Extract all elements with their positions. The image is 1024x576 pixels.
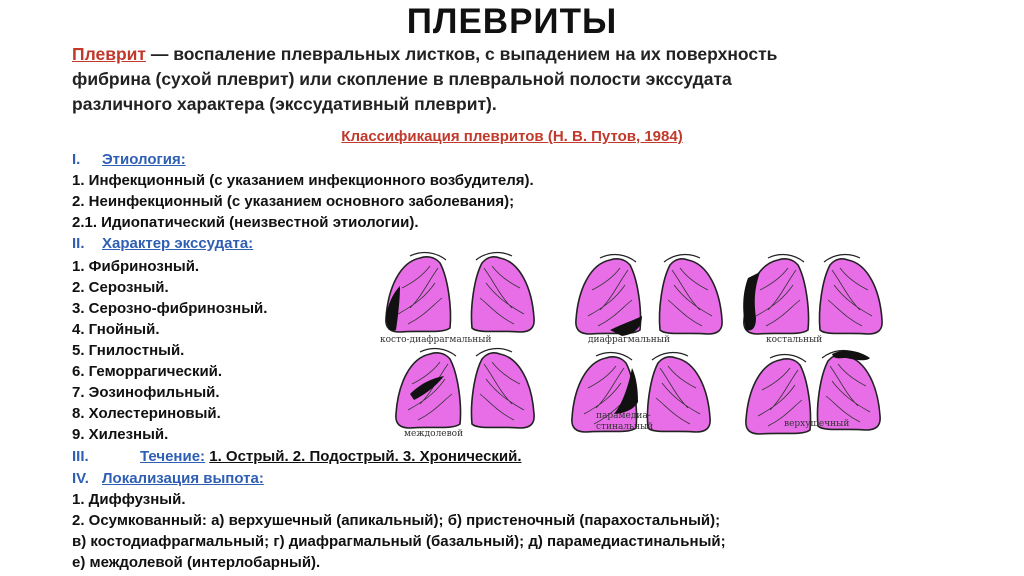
- section-title: Характер экссудата:: [102, 235, 254, 252]
- section-title: Этиология:: [102, 151, 186, 168]
- list-item: 2. Неинфекционный (с указанием основного заболевания);: [72, 193, 515, 210]
- list-item: 1. Фибринозный.: [72, 258, 200, 275]
- section-title: Локализация выпота:: [102, 470, 264, 487]
- definition-term: Плеврит: [72, 44, 146, 64]
- section-course-header: [72, 448, 522, 465]
- section-etiology-header: [72, 151, 186, 168]
- classification-title: Классификация плевритов (Н. В. Путов, 1984): [341, 128, 683, 145]
- definition-line-1: [72, 42, 952, 67]
- diagram-label: косто-диафрагмальный: [380, 335, 492, 345]
- diagram-label: диафрагмальный: [588, 335, 670, 345]
- list-item: 3. Серозно-фибринозный.: [72, 300, 268, 317]
- diagram-label: стинальный: [596, 422, 654, 432]
- list-item: 6. Геморрагический.: [72, 363, 223, 380]
- list-item: 2. Осумкованный: а) верхушечный (апикальный); б) пристеночный (парахостальный);: [72, 512, 721, 529]
- page-title: ПЛЕВРИТЫ: [406, 2, 618, 41]
- diagram-label: междолевой: [404, 429, 464, 438]
- list-item: 2. Серозный.: [72, 279, 169, 296]
- section-title: Течение:: [140, 448, 206, 465]
- section-exudate-header: [72, 235, 253, 252]
- diagram-apical: [746, 351, 880, 434]
- definition-line-3: различного характера (экссудативный плеврит).: [72, 94, 497, 114]
- list-item: в) костодиафрагмальный; г) диафрагмальный (базальный); д) парамедиастинальный;: [72, 533, 726, 550]
- diagram-label: костальный: [766, 335, 823, 345]
- diagram-label: верхушечный: [784, 419, 850, 429]
- list-item: 4. Гнойный.: [72, 321, 160, 338]
- list-item: 8. Холестериновый.: [72, 405, 221, 422]
- section-number: III.: [72, 448, 89, 465]
- list-item: 9. Хилезный.: [72, 426, 169, 443]
- section-number: IV.: [72, 470, 89, 487]
- diagram-interlobar: [396, 349, 534, 438]
- pleurisy-localization-diagrams: [370, 238, 890, 438]
- list-item: е) междолевой (интерлобарный).: [72, 554, 321, 571]
- section-number: II.: [72, 235, 85, 252]
- list-item: 5. Гнилостный.: [72, 342, 185, 359]
- list-item: 1. Диффузный.: [72, 491, 186, 508]
- definition-text-1: — воспаление плевральных листков, с выпадением на их поверхность: [145, 44, 778, 64]
- list-item: 7. Эозинофильный.: [72, 384, 220, 401]
- definition-line-2: фибрина (сухой плеврит) или скопление в плевральной полости экссудата: [72, 69, 732, 89]
- diagram-paramediastinal: [572, 353, 710, 432]
- section-localization-header: [72, 470, 264, 487]
- section-number: I.: [72, 151, 81, 168]
- list-item: 2.1. Идиопатический (неизвестной этиологии).: [72, 214, 419, 231]
- diagram-costo-diaphragmatic: [380, 253, 534, 345]
- diagram-label: парамедиа-: [596, 411, 651, 421]
- diagram-costal: [743, 255, 882, 345]
- diagram-diaphragmatic: [576, 255, 722, 345]
- list-item: 1. Инфекционный (с указанием инфекционного возбудителя).: [72, 172, 534, 189]
- course-types: 1. Острый. 2. Подострый. 3. Хронический.: [209, 448, 522, 465]
